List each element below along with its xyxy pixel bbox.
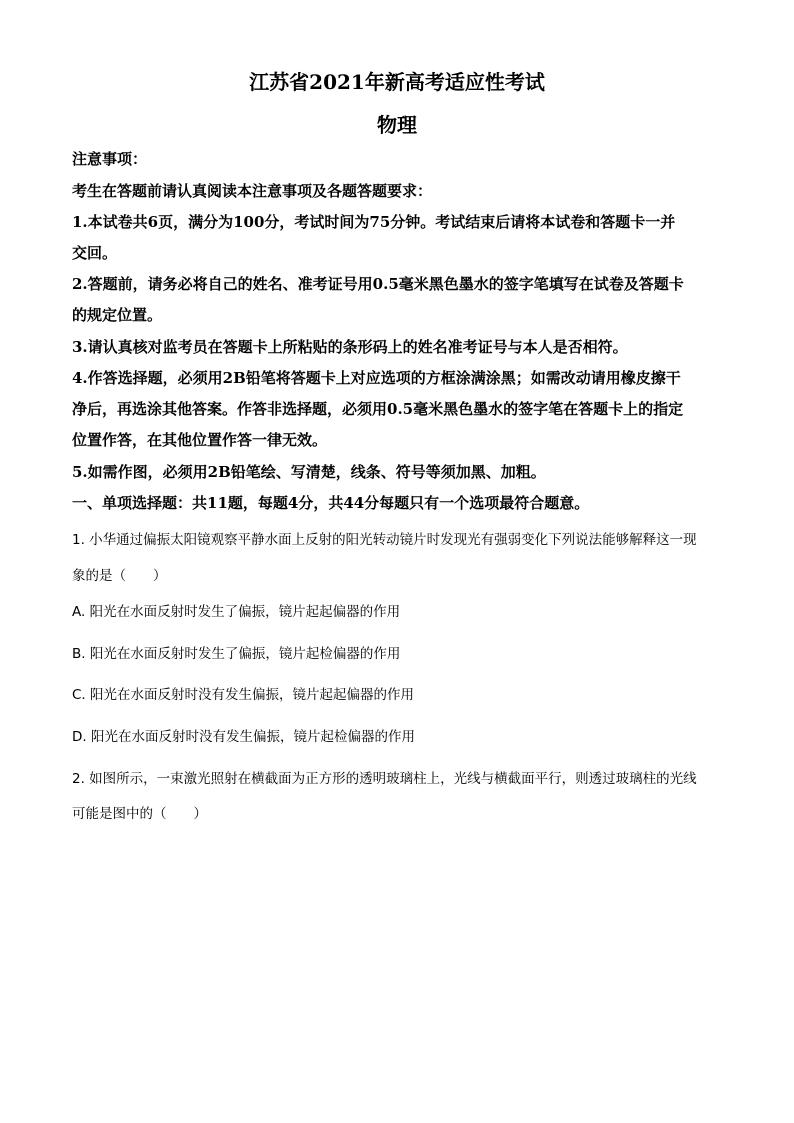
notice-item-4-line-3: 位置作答，在其他位置作答一律无效。	[72, 431, 328, 449]
notice-heading: 注意事项：	[72, 150, 148, 168]
section-heading: 一、单项选择题：共11题，每题4分，共44分每题只有一个选项最符合题意。	[72, 494, 590, 512]
question-1-stem-line-2: 象的是（ ）	[72, 568, 167, 584]
notice-item-2-line-2: 的规定位置。	[72, 306, 163, 324]
question-1-option-c: C. 阳光在水面反射时没有发生偏振，镜片起起偏器的作用	[72, 687, 415, 703]
notice-item-5: 5.如需作图，必须用2B铅笔绘、写清楚，线条、符号等须加黑、加粗。	[72, 463, 546, 481]
question-2-stem-line-2: 可能是图中的（ ）	[72, 806, 207, 822]
notice-item-1-line-1: 1.本试卷共6页，满分为100分，考试时间为75分钟。考试结束后请将本试卷和答题卡一并	[72, 213, 676, 231]
notice-intro: 考生在答题前请认真阅读本注意事项及各题答题要求：	[72, 182, 433, 200]
notice-item-3: 3.请认真核对监考员在答题卡上所粘贴的条形码上的姓名准考证号与本人是否相符。	[72, 338, 628, 356]
question-1-option-d: D. 阳光在水面反射时没有发生偏振，镜片起检偏器的作用	[72, 729, 415, 745]
question-1-option-b: B. 阳光在水面反射时发生了偏振，镜片起检偏器的作用	[72, 646, 401, 662]
notice-item-4-line-2: 净后，再选涂其他答案。作答非选择题，必须用0.5毫米黑色墨水的签字笔在答题卡上的指定	[72, 400, 684, 418]
question-2-stem-line-1: 2. 如图所示，一束激光照射在横截面为正方形的透明玻璃柱上，光线与横截面平行，则透过玻璃柱的光线	[72, 771, 697, 787]
notice-item-2-line-1: 2.答题前，请务必将自己的姓名、准考证号用0.5毫米黑色墨水的签字笔填写在试卷及答题卡	[72, 275, 684, 293]
notice-item-4-line-1: 4.作答选择题，必须用2B铅笔将答题卡上对应选项的方框涂满涂黑；如需改动请用橡皮擦干	[72, 369, 681, 387]
exam-title: 江苏省2021年新高考适应性考试	[249, 70, 545, 94]
question-1-stem-line-1: 1. 小华通过偏振太阳镜观察平静水面上反射的阳光转动镜片时发现光有强弱变化下列说法能够解释这一现	[72, 532, 697, 548]
subject-title: 物理	[377, 113, 417, 137]
notice-item-1-line-2: 交回。	[72, 244, 118, 262]
question-1-option-a: A. 阳光在水面反射时发生了偏振，镜片起起偏器的作用	[72, 604, 401, 620]
